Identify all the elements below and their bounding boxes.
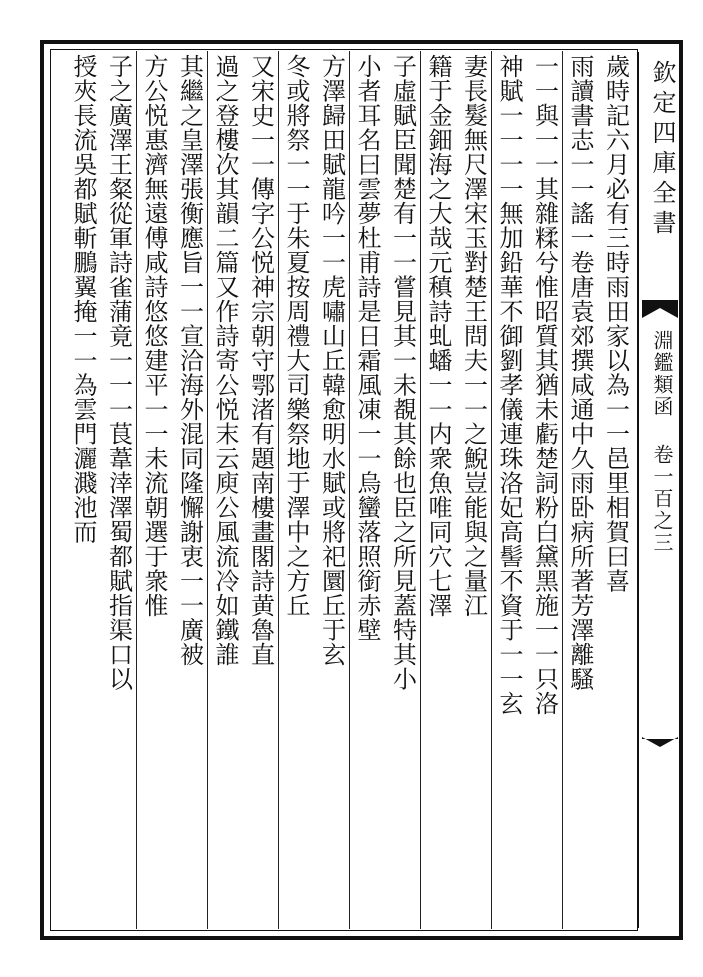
margin-book-title: 欽定四庫全書 [648,60,676,240]
text-column: 小者耳名曰雲夢杜甫詩是日霜風凍一一烏蠻落照銜赤壁 [353,54,381,642]
text-column: 子之廣澤王粲從軍詩雀蒲竟一一一茛葦涬澤蜀都賦指渠口以 [104,54,133,691]
text-column: 神賦一一一一無加鉛華不御劉孝儀連珠洛妃高髻不資于一一玄 [495,54,523,716]
text-column: 子虛賦臣聞楚有一一嘗見其一未覩其餘也臣之所見蓋特其小 [388,54,417,691]
fishtail-mark-bottom-icon [640,735,680,757]
margin-section-title: 淵鑑類函 卷一百之三 [650,330,674,554]
text-column: 冬或將祭一一于朱夏按周禮大司樂祭地于澤中之方丘 [282,54,310,618]
text-column: 過之登樓次其韻二篇又作詩寄公悦末云庾公風流冷如鐵誰 [211,54,239,667]
text-column: 授夾長流吳都賦斬鵬翼掩一一為雲門灑濺池而 [69,54,97,544]
text-column: 方澤歸田賦龍吟一一虎嘯山丘韓愈明水賦或將祀圜丘于玄 [317,54,346,667]
text-column: 其繼之皇澤張衡應旨一一宣洽海外混同隆懈謝衷一一廣被 [175,54,204,667]
text-column: 雨讀書志一一謠一卷唐袁郊撰咸通中久雨卧病所著芳澤離騷 [566,54,594,691]
text-column: 一一與一一其雜糅兮惟昭質其猶未虧楚詞粉白黛黑施一一只洛 [530,54,559,716]
text-column: 方公悦惠濟無遠傅咸詩悠悠建平一一未流朝選于衆惟 [140,54,168,618]
text-column: 歲時記六月必有三時雨田家以為一一邑里相賀曰喜 [601,54,630,593]
fishtail-mark-icon [640,298,680,320]
text-column: 又宋史一一傳字公悦神宗朝守鄂渚有題南樓畫閣詩黄魯直 [246,54,275,667]
text-column: 籍于金鈿海之大哉元稹詩虬蟠一一内衆魚唯同穴七澤 [424,54,452,618]
text-column: 妻長髮無尺澤宋玉對楚王問夫一一之鯢豈能與之量江 [459,54,488,618]
